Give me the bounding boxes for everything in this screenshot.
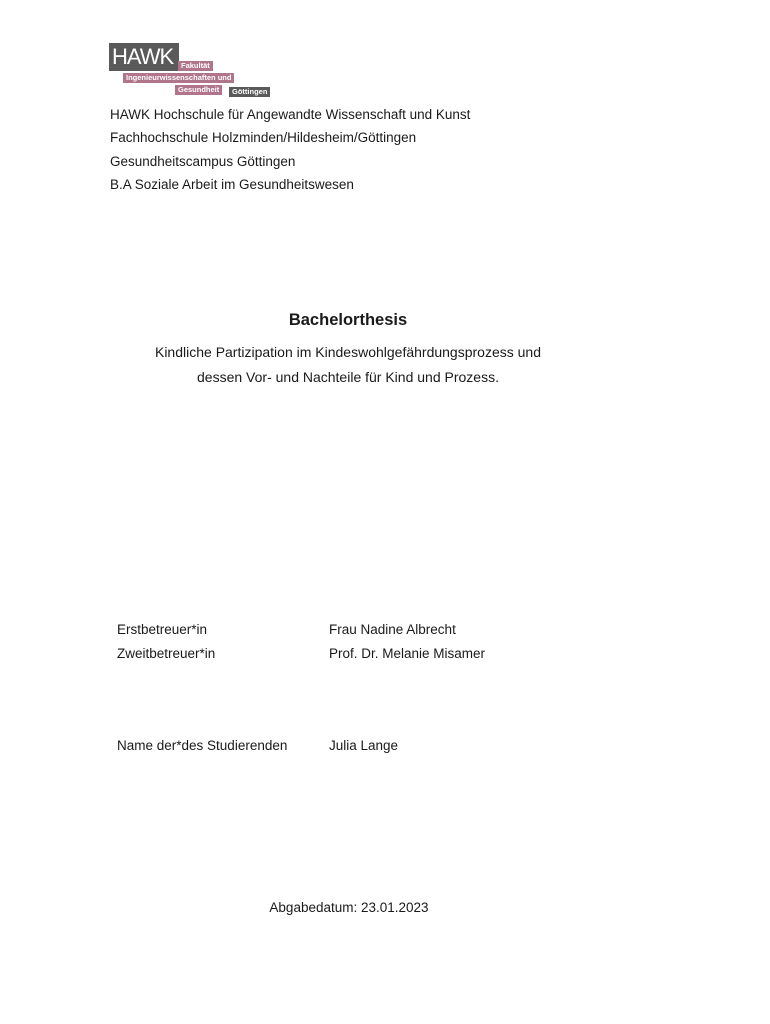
student-name: Julia Lange [329, 738, 399, 753]
institution-block [110, 103, 470, 196]
institution-line-campus: Gesundheitscampus Göttingen [110, 153, 296, 169]
logo-tag-goettingen: Göttingen [229, 87, 270, 97]
institution-line-program: B.A Soziale Arbeit im Gesundheitswesen [110, 176, 354, 192]
institution-line-university: HAWK Hochschule für Angewandte Wissenschaft und Kunst [110, 107, 471, 122]
supervisor-label: Erstbetreuer*in [117, 622, 208, 637]
logo-tag-ingenieurwissenschaften: Ingenieurwissenschaften und [123, 73, 234, 83]
supervisor-name: Frau Nadine Albrecht [329, 622, 456, 637]
logo-tag-gesundheit: Gesundheit [175, 85, 222, 95]
student-label: Name der*des Studierenden [117, 738, 288, 753]
submission-date: Abgabedatum: 23.01.2023 [269, 900, 429, 915]
thesis-title [0, 340, 696, 390]
thesis-title-line-1: Kindliche Partizipation im Kindeswohlgefährdungsprozess und [154, 344, 541, 360]
institution-line-fachhochschule: Fachhochschule Holzminden/Hildesheim/Göttingen [110, 130, 417, 146]
hawk-logo [109, 43, 279, 99]
thesis-type-heading: Bachelorthesis [288, 311, 408, 329]
supervisor-name: Prof. Dr. Melanie Misamer [329, 646, 486, 661]
logo-tag-fakultaet: Fakultät [178, 61, 213, 71]
supervisor-label: Zweitbetreuer*in [117, 646, 216, 661]
thesis-title-line-2: dessen Vor- und Nachteile für Kind und Prozess. [197, 369, 499, 385]
logo-brand: HAWK [109, 43, 179, 71]
